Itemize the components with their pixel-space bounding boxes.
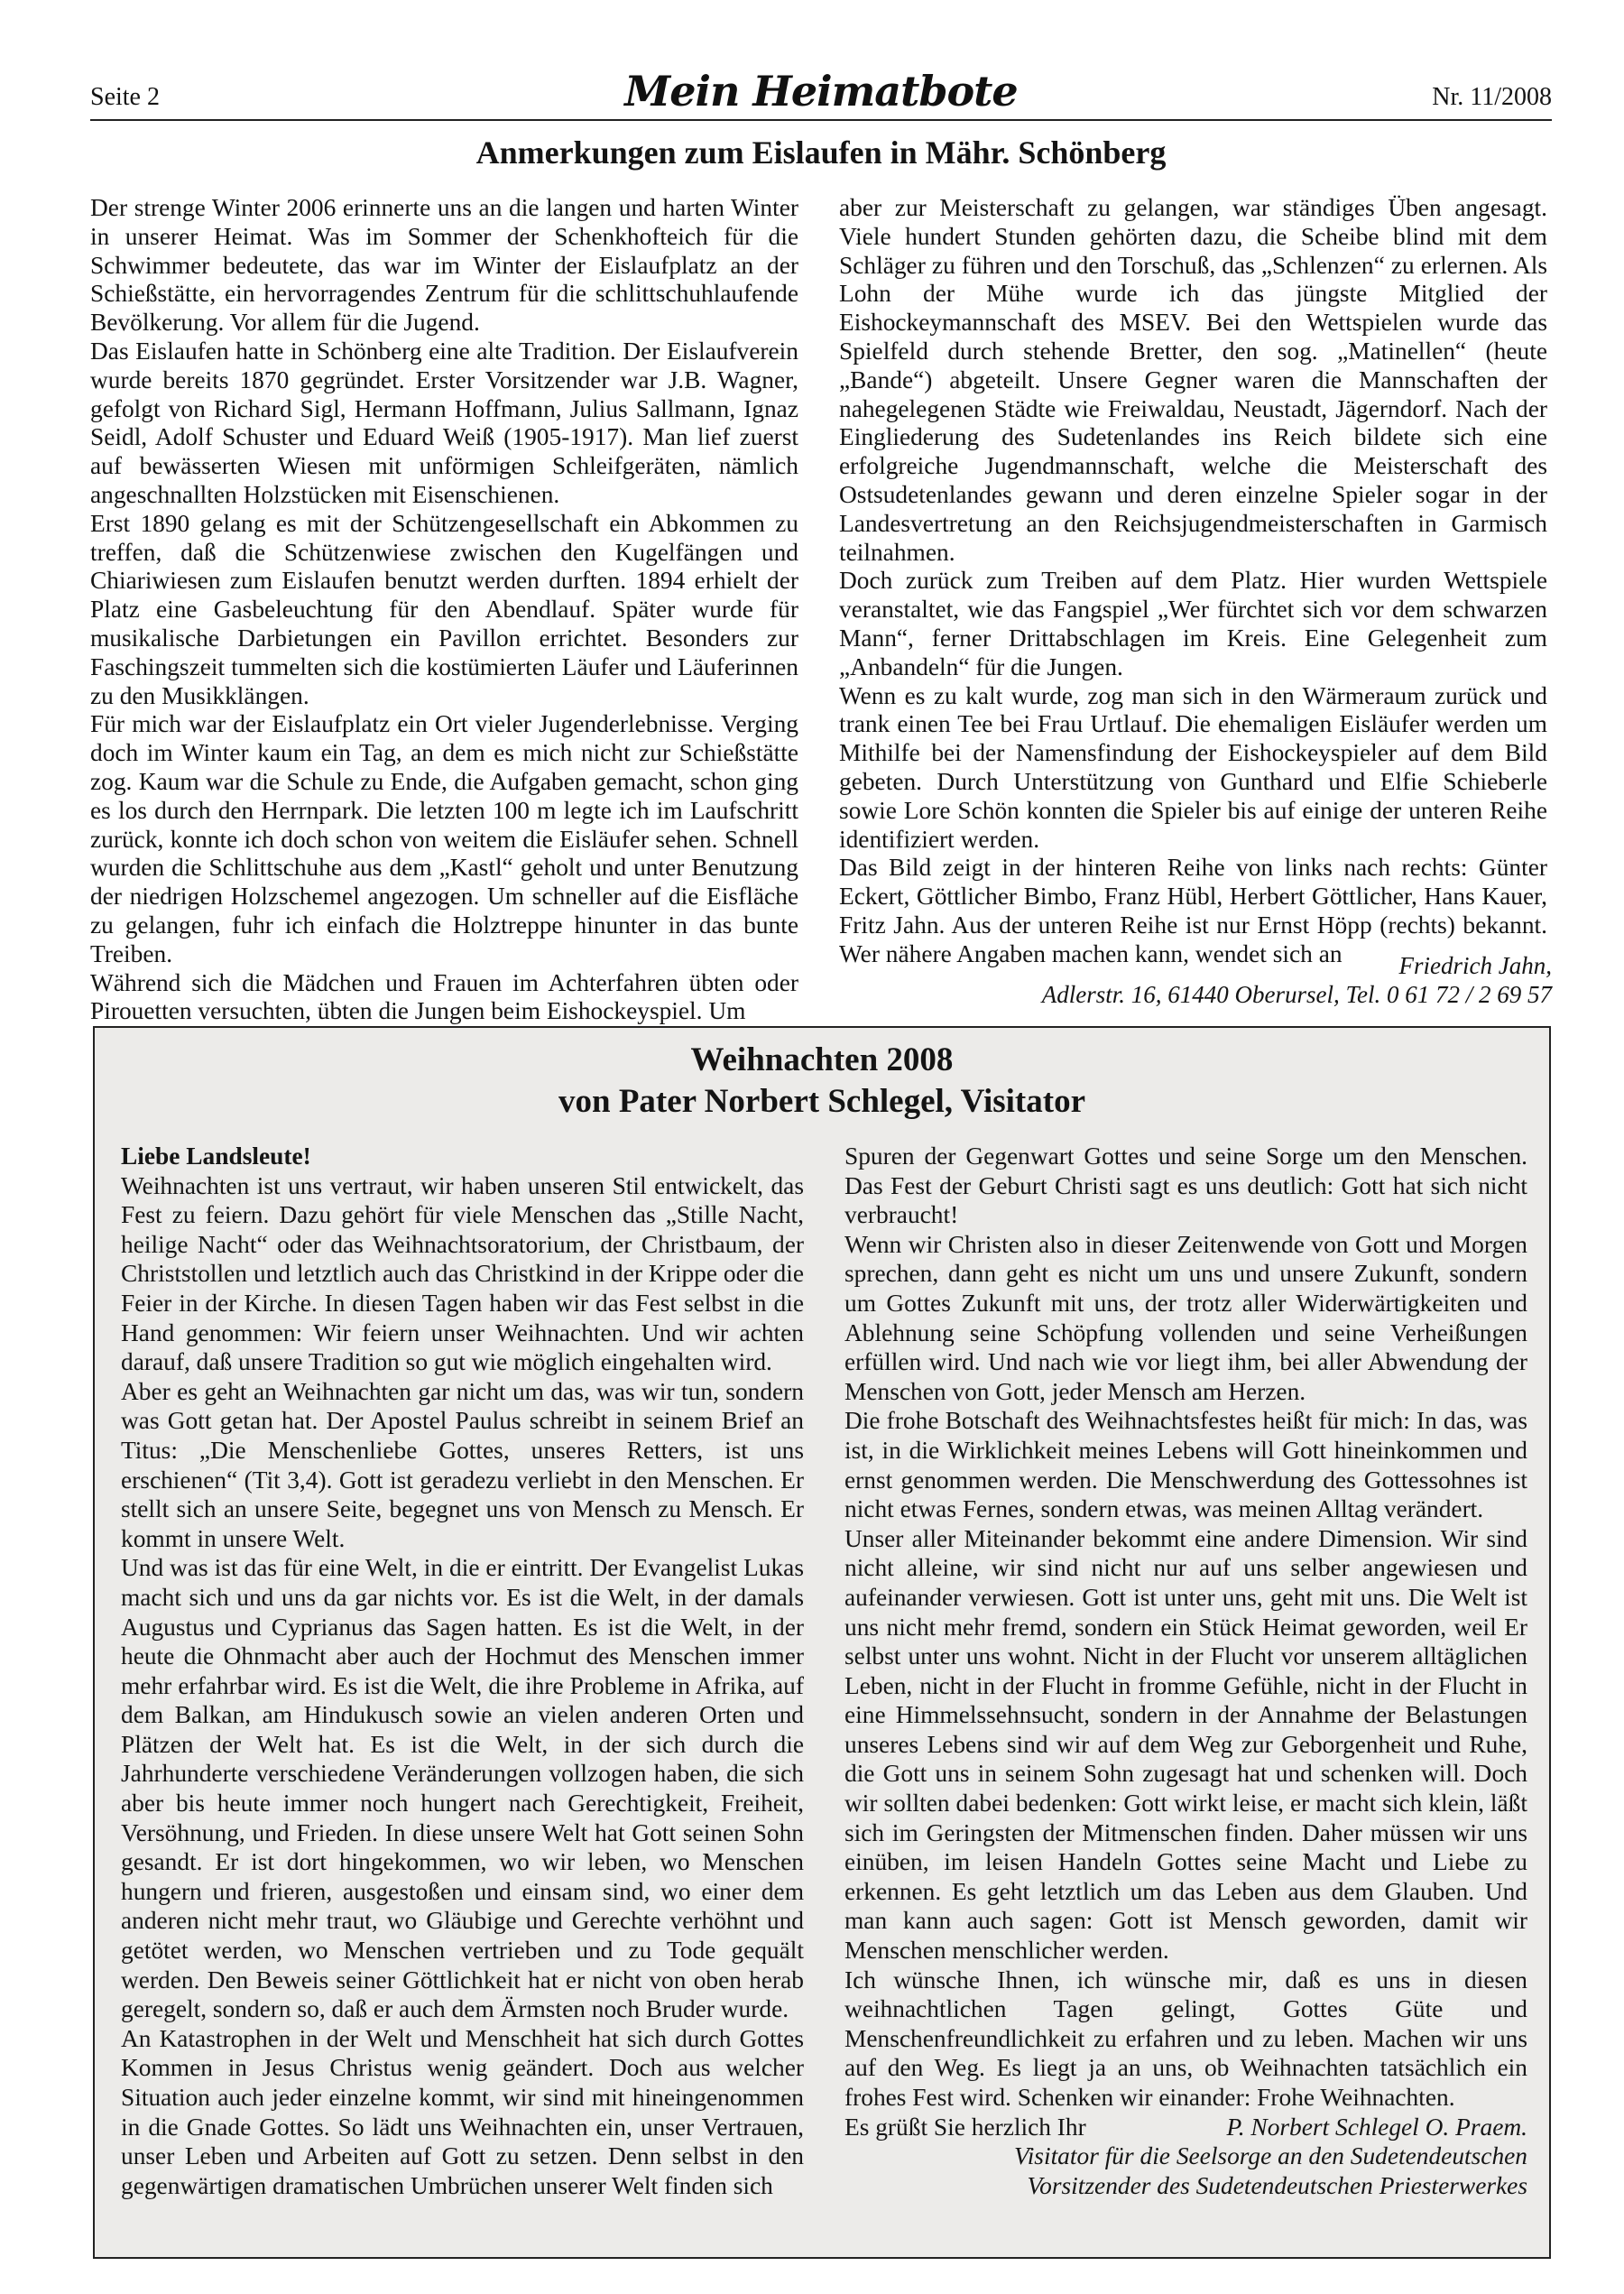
article-paragraph: Das Eislaufen hatte in Schönberg eine alte Tradition. Der Eislaufverein wurde bereits 1870 gegründet. Erster Vorsitzender war J.B. Wagner, gefolgt von Richard Sigl, Hermann Hoffmann, Julius Sallmann, Ignaz Seidl, Adolf Schuster und Eduard Weiß (1905-1917). Man lief zuerst auf bewässerten Wiesen mit unförmigen Schleifgeräten, nämlich angeschnallten Holzstücken mit Eisenschienen. — [90, 337, 798, 508]
author-address: Adlerstr. 16, 61440 Oberursel, Tel. 0 61 72 / 2 69 57 — [1041, 981, 1552, 1008]
box-paragraph: Ich wünsche Ihnen, ich wünsche mir, daß es uns in diesen weihnachtlichen Tagen gelingt, Gottes Güte und Menschenfreundlichkeit zu erfahren und zu leben. Machen wir uns auf den Weg. Es liegt ja an uns, ob Weihnachten tatsächlich ein frohes Fest wird. Schenken wir einander: Frohe Weihnachten. — [844, 1966, 1527, 2111]
box-paragraph: Spuren der Gegenwart Gottes und seine Sorge um den Menschen. Das Fest der Geburt Christi sagt es uns deutlich: Gott hat sich nicht verbraucht! — [844, 1142, 1527, 1229]
greeting: Liebe Landsleute! — [121, 1142, 311, 1170]
article-paragraph: Das Bild zeigt in der hinteren Reihe von links nach rechts: Günter Eckert, Göttlicher Bimbo, Franz Hübl, Herbert Göttlicher, Hans Kauer, Fritz Jahn. Aus der unteren Reihe ist nur Ernst Höpp (rechts) bekannt. Wer nähere Angaben machen kann, wendet sich an — [839, 854, 1547, 967]
box-paragraph: Unser aller Miteinander bekommt eine andere Dimension. Wir sind nicht alleine, wir sind nicht nur auf uns selber angewiesen und aufeinander verwiesen. Gott ist unter uns, geht mit uns. Die Welt ist uns nicht mehr fremd, sondern ein Stück Heimat geworden, weil Er selbst unter uns wohnt. Nicht in der Flucht vor unserem alltäglichen Leben, nicht in der Flucht in fromme Gefühle, nicht in der Flucht in eine Himmelssehnsucht, sondern in der Annahme der Belastungen unseres Lebens sind wir auf dem Weg zur Geborgenheit und Ruhe, die Gott uns in seinem Sohn zugesagt hat und schenken will. Doch wir sollten dabei bedenken: Gott wirkt leise, er macht sich klein, läßt sich im Geringsten der Mitmenschen finden. Daher müssen wir uns einüben, im leisen Handeln Gottes seine Macht und Liebe zu erkennen. Es geht letztlich um das Leben aus dem Glauben. Und man kann auch sagen: Gott ist Mensch geworden, damit wir Menschen menschlicher werden. — [844, 1524, 1527, 1965]
role-line: Visitator für die Seelsorge an den Sudetendeutschen — [1014, 2142, 1527, 2170]
issue-number: Nr. 11/2008 — [1432, 83, 1552, 111]
box-right-column — [844, 1142, 1527, 2200]
masthead-logo: Mein Heimatbote — [624, 67, 1018, 116]
box-paragraph: Weihnachten ist uns vertraut, wir haben unseren Stil entwickelt, das Fest zu feiern. Dazu gehört für viele Menschen das „Stille Nacht, heilige Nacht“ oder das Weihnachtsoratorium, der Christbaum, der Christstollen und letztlich auch das Christkind in der Krippe oder die Feier in der Kirche. In diesen Tagen haben wir das Fest selbst in die Hand genommen: Wir feiern unser Weihnachten. Und wir achten darauf, daß unsere Tradition so gut wie möglich eingehalten wird. — [121, 1171, 804, 1376]
article-paragraph: Wenn es zu kalt wurde, zog man sich in den Wärmeraum zurück und trank einen Tee bei Frau Urtlauf. Die ehemaligen Eisläufer werden um Mithilfe bei der Namensfindung der Eishockeyspieler auf dem Bild gebeten. Durch Unterstützung von Gunthard und Elfie Schieberle sowie Lore Schön konnten die Spieler bis auf einige der unteren Reihe identifiziert werden. — [839, 681, 1547, 853]
box-paragraph: An Katastrophen in der Welt und Menschheit hat sich durch Gottes Kommen in Jesus Christus wenig geändert. Doch aus welcher Situation auch jeder einzelne kommt, wir sind mit hineingenommen in die Gnade Gottes. So lädt uns Weihnachten ein, unser Vertrauen, unser Leben und Arbeiten auf Gott zu setzen. Denn selbst in den gegenwärtigen dramatischen Umbrüchen unserer Welt finden sich — [121, 2024, 804, 2199]
box-paragraph: Aber es geht an Weihnachten gar nicht um das, was wir tun, sondern was Gott getan hat. Der Apostel Paulus schreibt in seinem Brief an Titus: „Die Menschenliebe Gottes, unseres Retters, ist uns erschienen“ (Tit 3,4). Gott ist geradezu verliebt in den Menschen. Er stellt sich an unsere Seite, begegnet uns von Mensch zu Mensch. Er kommt in unsere Welt. — [121, 1377, 804, 1552]
page-header — [90, 63, 1552, 119]
article-left-column — [90, 194, 798, 1026]
article-paragraph: Der strenge Winter 2006 erinnerte uns an die langen und harten Winter in unserer Heimat. Was im Sommer der Schenkhofteich für die Schwimmer bedeutete, das war im Winter der Eislaufplatz an der Schießstätte, ein hervorragendes Zentrum für die schlittschuhlaufende Bevölkerung. Vor allem für die Jugend. — [90, 194, 798, 337]
box-paragraph: Und was ist das für eine Welt, in die er eintritt. Der Evangelist Lukas macht sich und uns da gar nichts vor. Es ist die Welt, in der damals Augustus und Cyprianus das Sagen hatten. Es ist die Welt, in der heute die Ohnmacht aber auch der Hochmut des Menschen immer mehr erfahrbar wird. Es ist die Welt, die ihre Probleme in Afrika, auf dem Balkan, am Hindukusch sowie an vielen anderen Orten und Plätzen der Welt hat. Es ist die Welt, in der sich durch die Jahrhunderte verschiedene Veränderungen vollzogen haben, die sich aber bis heute immer noch hungert nach Gerechtigkeit, Freiheit, Versöhnung, und Frieden. In diese unsere Welt hat Gott seinen Sohn gesandt. Er ist dort hingekommen, wo wir leben, wo Menschen hungern und frieren, ausgestoßen und einsam sind, wo einer dem anderen nicht mehr traut, wo Gläubige und Gerechte verhöhnt und getötet werden, wo Menschen vertrieben und zu Tode gequält werden. Den Beweis seiner Göttlichkeit hat er nicht von oben herab geregelt, sondern so, daß er auch dem Ärmsten noch Bruder wurde. — [121, 1554, 804, 2023]
article-paragraph: Für mich war der Eislaufplatz ein Ort vieler Jugenderlebnisse. Verging doch im Winter kaum ein Tag, an dem es mich nicht zur Schießstätte zog. Kaum war die Schule zu Ende, die Aufgaben gemacht, schon ging es los durch den Herrnpark. Die letzten 100 m legte ich im Laufschritt zurück, konnte ich doch schon von weitem die Eisläufer sehen. Schnell wurden die Schlittschuhe aus dem „Kastl“ geholt und unter Benutzung der niedrigen Holzschemel angezogen. Um schneller auf die Eisfläche zu gelangen, fuhr ich einfach die Holztreppe hinunter in das bunte Treiben. — [90, 710, 798, 967]
author-name: Friedrich Jahn, — [1398, 952, 1552, 979]
header-divider — [90, 119, 1552, 121]
article-paragraph: Erst 1890 gelang es mit der Schützengesellschaft ein Abkommen zu treffen, daß die Schützenwiese zwischen den Kugelfängen und Chiariwiesen zum Eislaufen benutzt werden durften. 1894 erhielt der Platz eine Gasbeleuchtung für den Abendlauf. Später wurde für musikalische Darbietungen ein Pavillon errichtet. Besonders zur Faschingszeit tummelten sich die kostümierten Läufer und Läuferinnen zu den Musikklängen. — [90, 509, 798, 709]
article-paragraph: Doch zurück zum Treiben auf dem Platz. Hier wurden Wettspiele veranstaltet, wie das Fangspiel „Wer fürchtet sich vor dem schwarzen Mann“, ferner Drittabschlagen im Kreis. Eine Gelegenheit zum „Anbandeln“ für die Jungen. — [839, 567, 1547, 680]
box-subtitle: von Pater Norbert Schlegel, Visitator — [558, 1083, 1085, 1120]
box-paragraph: Die frohe Botschaft des Weihnachtsfestes heißt für mich: In das, was ist, in die Wirklichkeit meines Lebens will Gott hineinkommen und ernst genommen werden. Die Menschwerdung des Gottessohnes ist nicht etwas Fernes, sondern etwas, was meinen Alltag verändert. — [844, 1407, 1527, 1523]
christmas-message-box — [93, 1026, 1551, 2259]
article-paragraph: Während sich die Mädchen und Frauen im Achterfahren übten oder Pirouetten versuchten, übten die Jungen beim Eishockeyspiel. Um — [90, 968, 798, 1025]
closing-signature: P. Norbert Schlegel O. Praem. — [1226, 2113, 1527, 2141]
closing-line — [844, 2113, 1527, 2142]
box-title: Weihnachten 2008 — [690, 1041, 954, 1078]
article-right-column — [839, 194, 1547, 969]
page-number: Seite 2 — [90, 83, 160, 111]
article-title: Anmerkungen zum Eislaufen in Mähr. Schönberg — [475, 134, 1167, 171]
article-paragraph: aber zur Meisterschaft zu gelangen, war ständiges Üben angesagt. Viele hundert Stunden gehörten dazu, die Scheibe blind mit dem Schläger zu führen und den Torschuß, das „Schlenzen“ zu erlernen. Als Lohn der Mühe wurde ich das jüngste Mitglied der Eishockeymannschaft des MSEV. Bei den Wettspielen wurde das Spielfeld durch stehende Bretter, den sog. „Matinellen“ (heute „Bande“) abgeteilt. Unsere Gegner waren die Mannschaften der nahegelegenen Städte wie Freiwaldau, Neustadt, Jägerndorf. Nach der Eingliederung des Sudetenlandes ins Reich bildete sich eine erfolgreiche Jugendmannschaft, welche die Meisterschaft des Ostsudetenlandes gewann und deren einzelne Spieler sogar in der Landesvertretung an den Reichsjugendmeisterschaften in Garmisch teilnahmen. — [839, 194, 1547, 566]
box-paragraph: Wenn wir Christen also in dieser Zeitenwende von Gott und Morgen sprechen, dann geht es nicht um uns und unsere Zukunft, sondern um Gottes Zukunft mit uns, der trotz aller Widerwärtigkeiten und Ablehnung seine Schöpfung vollenden und seine Verheißungen erfüllen wird. Und nach wie vor liegt ihm, bei aller Abwendung der Menschen von Gott, jeder Mensch am Herzen. — [844, 1230, 1527, 1405]
role-line: Vorsitzender des Sudetendeutschen Priesterwerkes — [1027, 2171, 1527, 2199]
box-left-column — [121, 1142, 804, 2200]
closing-text: Es grüßt Sie herzlich Ihr — [844, 2113, 1086, 2141]
